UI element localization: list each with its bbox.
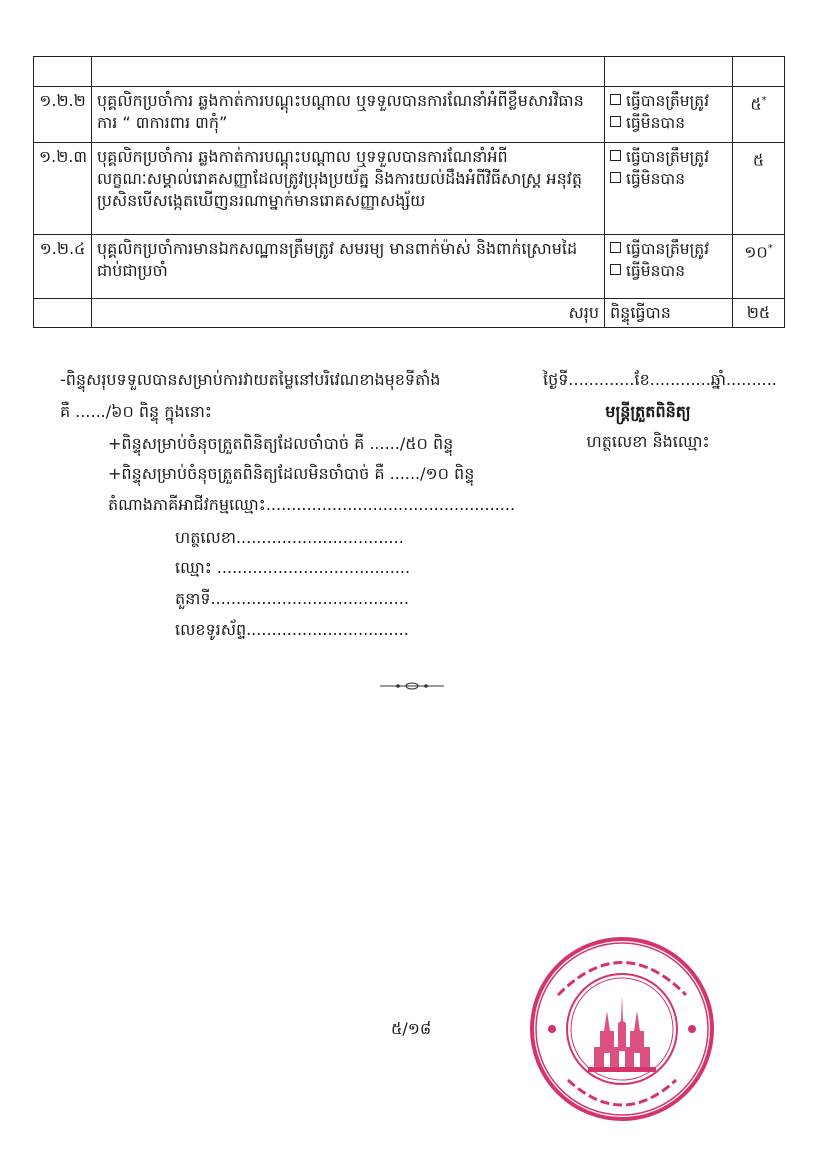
official-seal-icon — [528, 935, 716, 1123]
name-field[interactable]: ឈ្មោះ ...................................... — [175, 558, 411, 577]
role-field[interactable]: តួនាទី....................................... — [175, 589, 409, 608]
points-value: ១០ — [744, 242, 768, 262]
signature-field[interactable]: ហត្ថលេខា................................. — [175, 528, 404, 547]
points-value: ៥ — [750, 94, 762, 114]
representative-name: តំណាងភាគីអាជីវកម្មឈ្មោះ................................................. — [108, 495, 516, 514]
points-value: ៥ — [752, 150, 765, 170]
option-label: ធ្វើបានត្រឹមត្រូវ — [626, 92, 710, 110]
total-row — [34, 299, 785, 328]
total-points: ២៥ — [733, 299, 785, 328]
total-label: សរុប — [92, 299, 605, 328]
checkbox-icon[interactable] — [610, 242, 621, 253]
checkbox-icon[interactable] — [610, 150, 621, 161]
summary-line-2: គឺ ....../៦០ ពិន្ទុ ក្នុងនោះ — [60, 402, 212, 421]
inspector-subtitle: ហត្ថលេខា និងឈ្មោះ — [586, 432, 710, 451]
option-label: ធ្វើមិនបាន — [626, 170, 686, 188]
score-table — [33, 56, 785, 328]
row-code: ១.២.៣ — [34, 143, 92, 235]
summary-line-4: +ពិន្ទុសម្រាប់ចំនុចត្រួតពិនិត្យដែលមិនចាំបាច់ គឺ ....../១០ ពិន្ទុ — [108, 464, 475, 483]
row-text: បុគ្គលិកប្រចាំការ ឆ្លងកាត់ការបណ្តុះបណ្តាល ឬទទួលបានការណែនាំអំពីលក្ខណៈសម្គាល់រោគសញ្ញាដែលត្រូវប្រុងប្រយ័ត្ន និងការយល់ដឹងអំពីវិធីសាស្ត្រ អនុវត្តប្រសិនបើសង្កេតឃើញនរណាម្នាក់មានរោគសញ្ញាសង្ស័យ — [92, 143, 605, 235]
option-label: ធ្វើបានត្រឹមត្រូវ — [626, 148, 710, 166]
table-row — [34, 235, 785, 299]
option-label: ធ្វើបានត្រឹមត្រូវ — [626, 240, 710, 258]
row-code: ១.២.២ — [34, 87, 92, 143]
row-points — [733, 87, 785, 143]
row-code: ១.២.៤ — [34, 235, 92, 299]
row-text: បុគ្គលិកប្រចាំការមានឯកសណ្ឋានត្រឹមត្រូវ សមរម្យ មានពាក់ម៉ាស់ និងពាក់ស្រោមដៃជាប់ជាប្រចាំ — [92, 235, 605, 299]
inspector-title: មន្ត្រីត្រួតពិនិត្យ — [605, 402, 691, 421]
phone-field[interactable]: លេខទូរស័ព្ទ................................ — [175, 620, 409, 639]
checkbox-icon[interactable] — [610, 116, 621, 127]
date-field[interactable]: ថ្ងៃទី.............ខែ............ឆ្នាំ.......... — [543, 370, 777, 389]
required-mark: * — [767, 243, 773, 254]
row-options — [605, 57, 733, 87]
table-row — [34, 143, 785, 235]
page-number: ៥/១៨ — [391, 1019, 432, 1038]
row-points — [733, 143, 785, 235]
table-row — [34, 57, 785, 87]
row-options — [605, 235, 733, 299]
row-options — [605, 87, 733, 143]
checkbox-icon[interactable] — [610, 172, 621, 183]
row-code — [34, 57, 92, 87]
option-label: ធ្វើមិនបាន — [626, 114, 686, 132]
option-label: ធ្វើមិនបាន — [626, 262, 686, 280]
row-text: បុគ្គលិកប្រចាំការ ឆ្លងកាត់ការបណ្តុះបណ្តាល ឬទទួលបានការណែនាំអំពីខ្លឹមសារវិធានការ “ ៣ការពារ ៣កុំ” — [92, 87, 605, 143]
checkbox-icon[interactable] — [610, 94, 621, 105]
checkbox-icon[interactable] — [610, 264, 621, 275]
summary-line-3: +ពិន្ទុសម្រាប់ចំនុចត្រួតពិនិត្យដែលចាំបាច់ គឺ ....../៥០ ពិន្ទុ — [108, 434, 454, 453]
row-points — [733, 235, 785, 299]
summary-line-1: -ពិន្ទុសរុបទទួលបានសម្រាប់ការវាយតម្លៃនៅបរិវេណខាងមុខទីតាំង — [60, 370, 441, 389]
total-label-2: ពិន្ទុធ្វើបាន — [605, 299, 733, 328]
row-text — [92, 57, 605, 87]
ornament-divider — [378, 680, 446, 692]
table-row — [34, 87, 785, 143]
row-options — [605, 143, 733, 235]
row-points — [733, 57, 785, 87]
required-mark: * — [761, 95, 767, 106]
